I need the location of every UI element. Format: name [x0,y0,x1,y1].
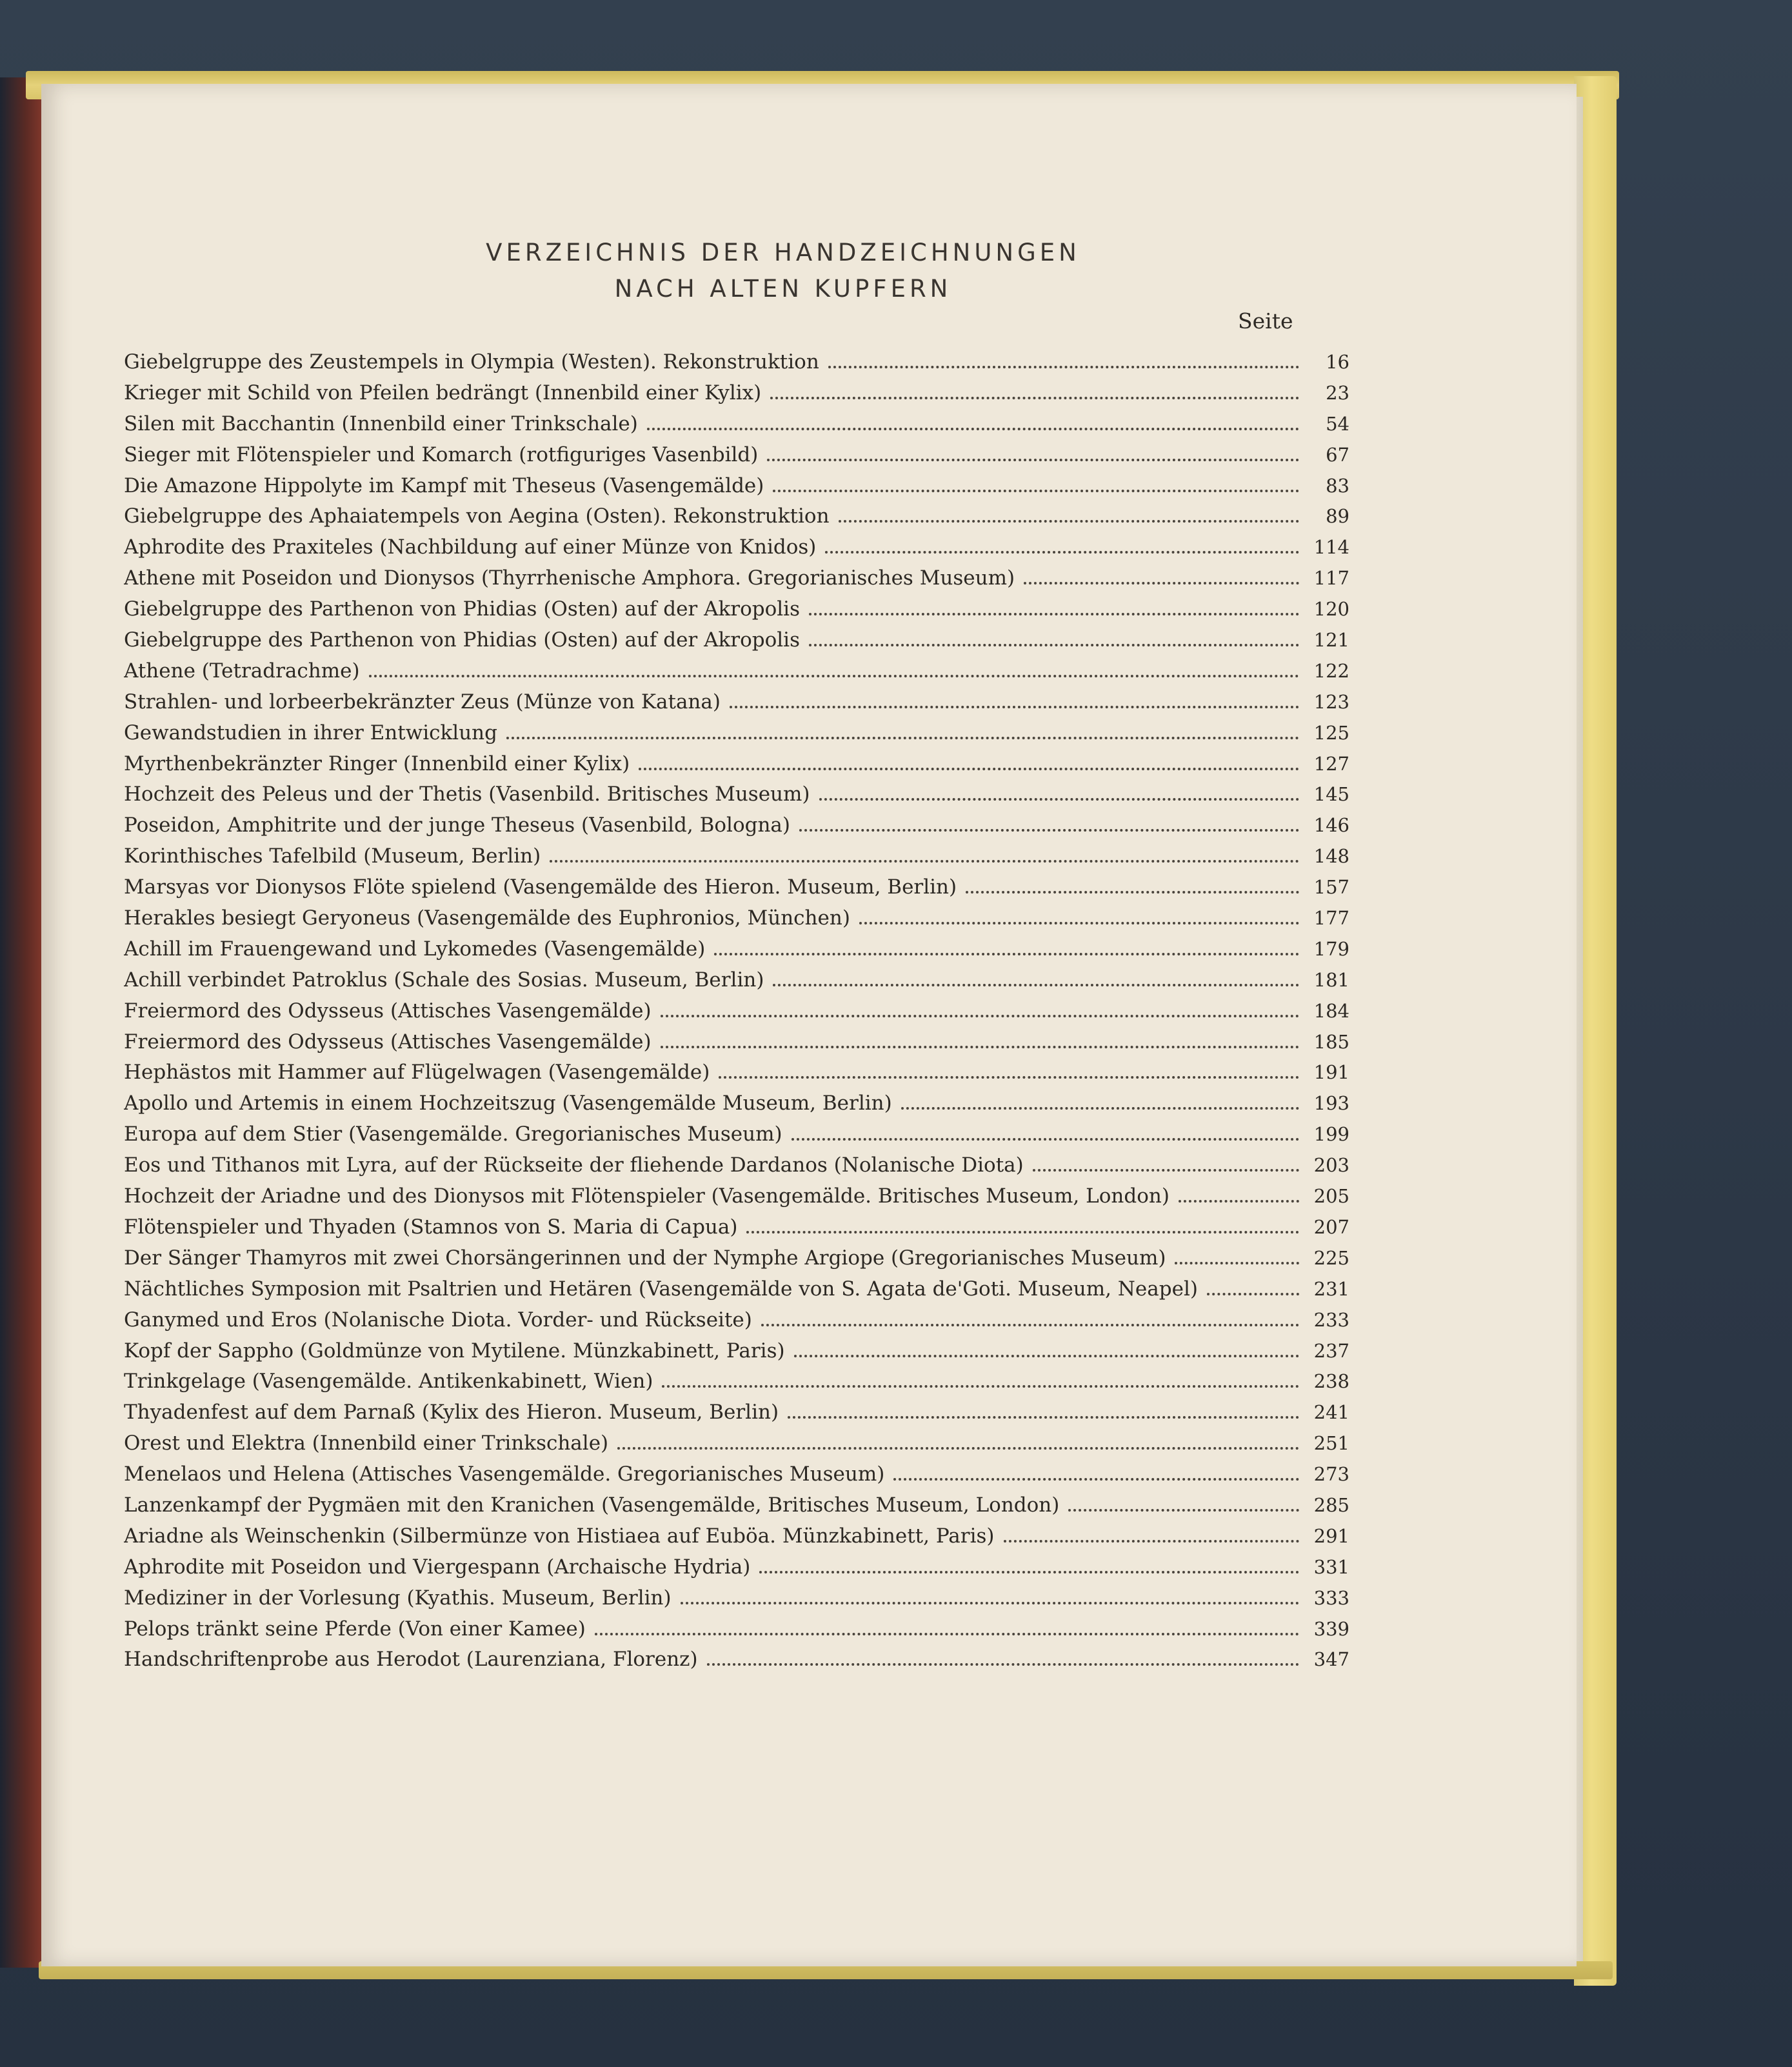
toc-entry [124,347,1349,378]
toc-entry-title: Ariadne als Weinschenkin (Silbermünze von Histiaea auf Euböa. Münzkabinett, Paris) [124,1524,995,1548]
toc-entry-page-number: 225 [1313,1246,1349,1269]
toc-entry-page-number: 331 [1313,1555,1349,1578]
toc-entry-title: Giebelgruppe des Parthenon von Phidias (Osten) auf der Akropolis [124,597,800,621]
toc-entry-title: Eos und Tithanos mit Lyra, auf der Rückseite der fliehende Dardanos (Nolanische Diota) [124,1153,1024,1177]
toc-entry-page-number: 23 [1326,381,1349,404]
toc-entry-title: Silen mit Bacchantin (Innenbild einer Trinkschale) [124,412,638,435]
toc-entry-page-number: 157 [1313,876,1349,899]
dot-leader [714,953,1299,955]
dot-leader [730,706,1299,708]
toc-entry [124,594,1349,625]
toc-entry-page-number: 333 [1313,1586,1349,1609]
toc-entry-page-number: 54 [1326,412,1349,435]
toc-entry [124,872,1349,903]
toc-entry-page-number: 145 [1313,783,1349,806]
toc-entry [124,1490,1349,1521]
toc-entry-page-number: 179 [1313,937,1349,960]
dot-leader [859,922,1299,924]
dot-leader [506,737,1299,739]
toc-entry [124,1552,1349,1583]
toc-entry-page-number: 185 [1313,1030,1349,1053]
dot-leader [773,490,1299,492]
toc-entry-page-number: 273 [1313,1463,1349,1486]
toc-entry [124,409,1349,440]
dot-leader [369,675,1299,677]
toc-entry [124,501,1349,532]
toc-entry [124,1181,1349,1212]
toc-entry [124,1088,1349,1119]
toc-entry [124,563,1349,594]
toc-entry-page-number: 238 [1313,1370,1349,1393]
toc-entry [124,687,1349,718]
toc-entry [124,1336,1349,1367]
dot-leader [794,1355,1299,1357]
toc-entry-page-number: 123 [1313,690,1349,713]
toc-entry [124,1366,1349,1397]
toc-entry [124,532,1349,563]
page-column-label: Seite [1238,308,1293,334]
toc-entry-title: Thyadenfest auf dem Parnaß (Kylix des Hieron. Museum, Berlin) [124,1401,779,1424]
dot-leader [1024,582,1299,584]
dot-leader [966,891,1299,894]
book-cover-left [0,77,46,1968]
toc-entry-title: Sieger mit Flötenspieler und Komarch (rotfiguriges Vasenbild) [124,443,759,466]
toc-entry-page-number: 347 [1313,1648,1349,1671]
toc-entry-title: Flötenspieler und Thyaden (Stamnos von S. Maria di Capua) [124,1215,738,1239]
dot-leader [662,1385,1299,1388]
dot-leader [825,551,1299,554]
toc-entry [124,1027,1349,1058]
toc-entry-page-number: 114 [1313,536,1349,559]
dot-leader [761,1324,1299,1326]
toc-entry-page-number: 241 [1313,1401,1349,1424]
toc-entry-page-number: 181 [1313,968,1349,991]
page-heading-line-1: VERZEICHNIS DER HANDZEICHNUNGEN [486,239,1080,266]
toc-entry-page-number: 199 [1313,1123,1349,1146]
toc-entry [124,1274,1349,1305]
toc-entry [124,1150,1349,1181]
toc-entry [124,625,1349,656]
toc-entry-page-number: 207 [1313,1215,1349,1238]
dot-leader [647,428,1299,430]
toc-entry [124,1614,1349,1645]
dot-leader [1068,1509,1299,1512]
toc-entry-page-number: 291 [1313,1524,1349,1547]
toc-entry-page-number: 205 [1313,1185,1349,1208]
toc-entry-title: Aphrodite des Praxiteles (Nachbildung auf einer Münze von Knidos) [124,535,817,559]
toc-entry-page-number: 120 [1313,598,1349,621]
dot-leader [809,613,1299,615]
toc-entry-page-number: 117 [1313,567,1349,590]
dot-leader [681,1602,1299,1604]
toc-entry-title: Trinkgelage (Vasengemälde. Antikenkabinett, Wien) [124,1370,653,1393]
dot-leader [809,644,1299,646]
toc-entry-title: Die Amazone Hippolyte im Kampf mit Theseus (Vasengemälde) [124,474,764,497]
toc-entry-title: Krieger mit Schild von Pfeilen bedrängt (Innenbild einer Kylix) [124,381,762,404]
toc-entry [124,1459,1349,1490]
dot-leader [759,1571,1299,1573]
toc-entry [124,934,1349,965]
toc-entry-title: Poseidon, Amphitrite und der junge Theseus (Vasenbild, Bologna) [124,814,790,837]
toc-entry-page-number: 184 [1313,999,1349,1022]
dot-leader [617,1447,1299,1450]
dot-leader [770,397,1299,399]
toc-entry [124,1583,1349,1614]
dot-leader [799,829,1299,832]
toc-entry [124,1119,1349,1150]
dot-leader [550,860,1299,863]
dot-leader [828,366,1299,368]
toc-entry-title: Gewandstudien in ihrer Entwicklung [124,721,497,744]
toc-entry [124,718,1349,749]
dot-leader [819,798,1299,801]
toc-entry-title: Orest und Elektra (Innenbild einer Trinkschale) [124,1432,609,1455]
toc-entry [124,1397,1349,1428]
toc-entry-title: Herakles besiegt Geryoneus (Vasengemälde des Euphronios, München) [124,906,850,930]
toc-entry-title: Giebelgruppe des Zeustempels in Olympia (Westen). Rekonstruktion [124,350,819,374]
toc-entry [124,1057,1349,1088]
dot-leader [1033,1169,1299,1172]
book-page [41,84,1577,1966]
toc-entry-page-number: 16 [1326,351,1349,373]
toc-entry-page-number: 148 [1313,845,1349,868]
toc-entry-title: Lanzenkampf der Pygmäen mit den Kranichen (Vasengemälde, Britisches Museum, London) [124,1493,1060,1517]
dot-leader [707,1663,1299,1666]
toc-entry-page-number: 67 [1326,443,1349,466]
toc-entry-page-number: 237 [1313,1339,1349,1362]
toc-entry [124,656,1349,687]
toc-entry [124,378,1349,409]
toc-entry-title: Apollo und Artemis in einem Hochzeitszug (Vasengemälde Museum, Berlin) [124,1092,892,1115]
toc-entry [124,1428,1349,1459]
dot-leader [893,1478,1299,1481]
toc-entry-title: Korinthisches Tafelbild (Museum, Berlin) [124,844,541,868]
dot-leader [639,768,1299,770]
toc-entry-page-number: 339 [1313,1617,1349,1640]
toc-entry-page-number: 193 [1313,1092,1349,1115]
toc-entry [124,1305,1349,1336]
toc-entry [124,996,1349,1027]
toc-entry [124,965,1349,996]
dot-leader [661,1046,1299,1048]
toc-entry-title: Athene (Tetradrachme) [124,659,360,683]
toc-entry-title: Europa auf dem Stier (Vasengemälde. Gregorianisches Museum) [124,1123,782,1146]
toc-entry-page-number: 233 [1313,1308,1349,1331]
toc-entry [124,841,1349,872]
toc-entry [124,810,1349,841]
toc-entry-page-number: 203 [1313,1154,1349,1177]
toc-entry [124,749,1349,780]
toc-entry-title: Menelaos und Helena (Attisches Vasengemälde. Gregorianisches Museum) [124,1463,885,1486]
toc-entry-title: Hephästos mit Hammer auf Flügelwagen (Vasengemälde) [124,1061,710,1084]
dot-leader [839,520,1299,523]
toc-entry-page-number: 191 [1313,1061,1349,1084]
toc-entry-title: Giebelgruppe des Parthenon von Phidias (Osten) auf der Akropolis [124,628,800,652]
dot-leader [1179,1200,1299,1203]
toc-entry-page-number: 146 [1313,814,1349,837]
table-of-contents [124,347,1349,1675]
toc-entry-title: Nächtliches Symposion mit Psaltrien und Hetären (Vasengemälde von S. Agata de'Goti. Museum, Neapel) [124,1277,1198,1301]
toc-entry-page-number: 83 [1326,474,1349,497]
toc-entry-title: Achill verbindet Patroklus (Schale des Sosias. Museum, Berlin) [124,968,764,992]
toc-entry-page-number: 89 [1326,505,1349,528]
toc-entry-title: Giebelgruppe des Aphaiatempels von Aegina (Osten). Rekonstruktion [124,504,830,528]
toc-entry-page-number: 125 [1313,721,1349,744]
dot-leader [595,1633,1299,1635]
dot-leader [746,1231,1299,1233]
toc-entry-page-number: 122 [1313,659,1349,682]
toc-entry-title: Ganymed und Eros (Nolanische Diota. Vorder- und Rückseite) [124,1308,752,1332]
toc-entry-title: Myrthenbekränzter Ringer (Innenbild einer Kylix) [124,752,630,775]
toc-entry-title: Strahlen- und lorbeerbekränzter Zeus (Münze von Katana) [124,690,721,714]
toc-entry-title: Handschriftenprobe aus Herodot (Laurenziana, Florenz) [124,1648,698,1672]
toc-entry [124,903,1349,934]
toc-entry-title: Marsyas vor Dionysos Flöte spielend (Vasengemälde des Hieron. Museum, Berlin) [124,875,957,899]
dot-leader [788,1416,1299,1419]
dot-leader [767,459,1299,461]
toc-entry-title: Athene mit Poseidon und Dionysos (Thyrrhenische Amphora. Gregorianisches Museum) [124,566,1015,590]
page-heading-line-2: NACH ALTEN KUPFERN [614,275,952,303]
toc-entry-title: Aphrodite mit Poseidon und Viergespann (Archaische Hydria) [124,1555,751,1579]
toc-entry [124,779,1349,810]
toc-entry-page-number: 121 [1313,629,1349,652]
toc-entry [124,1521,1349,1552]
dot-leader [901,1107,1299,1110]
toc-entry-page-number: 231 [1313,1277,1349,1300]
toc-entry-page-number: 127 [1313,752,1349,775]
toc-entry [124,1243,1349,1274]
toc-entry-page-number: 285 [1313,1493,1349,1516]
toc-entry-title: Kopf der Sappho (Goldmünze von Mytilene. Münzkabinett, Paris) [124,1339,785,1363]
dot-leader [1004,1540,1299,1543]
toc-entry [124,1212,1349,1243]
dot-leader [773,984,1299,986]
toc-entry-page-number: 177 [1313,907,1349,930]
dot-leader [791,1138,1299,1141]
toc-entry-title: Hochzeit der Ariadne und des Dionysos mit Flötenspieler (Vasengemälde. Britisches Museum, London) [124,1184,1170,1208]
toc-entry-title: Pelops tränkt seine Pferde (Von einer Kamee) [124,1617,586,1641]
toc-entry [124,471,1349,502]
toc-entry-title: Freiermord des Odysseus (Attisches Vasengemälde) [124,999,652,1023]
toc-entry-title: Hochzeit des Peleus und der Thetis (Vasenbild. Britisches Museum) [124,783,810,806]
toc-entry-title: Der Sänger Thamyros mit zwei Chorsängerinnen und der Nymphe Argiope (Gregorianisches Museum) [124,1246,1166,1270]
toc-entry-title: Achill im Frauengewand und Lykomedes (Vasengemälde) [124,937,706,961]
dot-leader [1207,1293,1299,1295]
dot-leader [719,1076,1299,1079]
dot-leader [1175,1262,1299,1264]
toc-entry-title: Freiermord des Odysseus (Attisches Vasengemälde) [124,1030,652,1053]
toc-entry [124,440,1349,471]
dot-leader [661,1015,1299,1017]
toc-entry [124,1644,1349,1675]
toc-entry-title: Mediziner in der Vorlesung (Kyathis. Museum, Berlin) [124,1586,672,1610]
toc-entry-page-number: 251 [1313,1432,1349,1455]
